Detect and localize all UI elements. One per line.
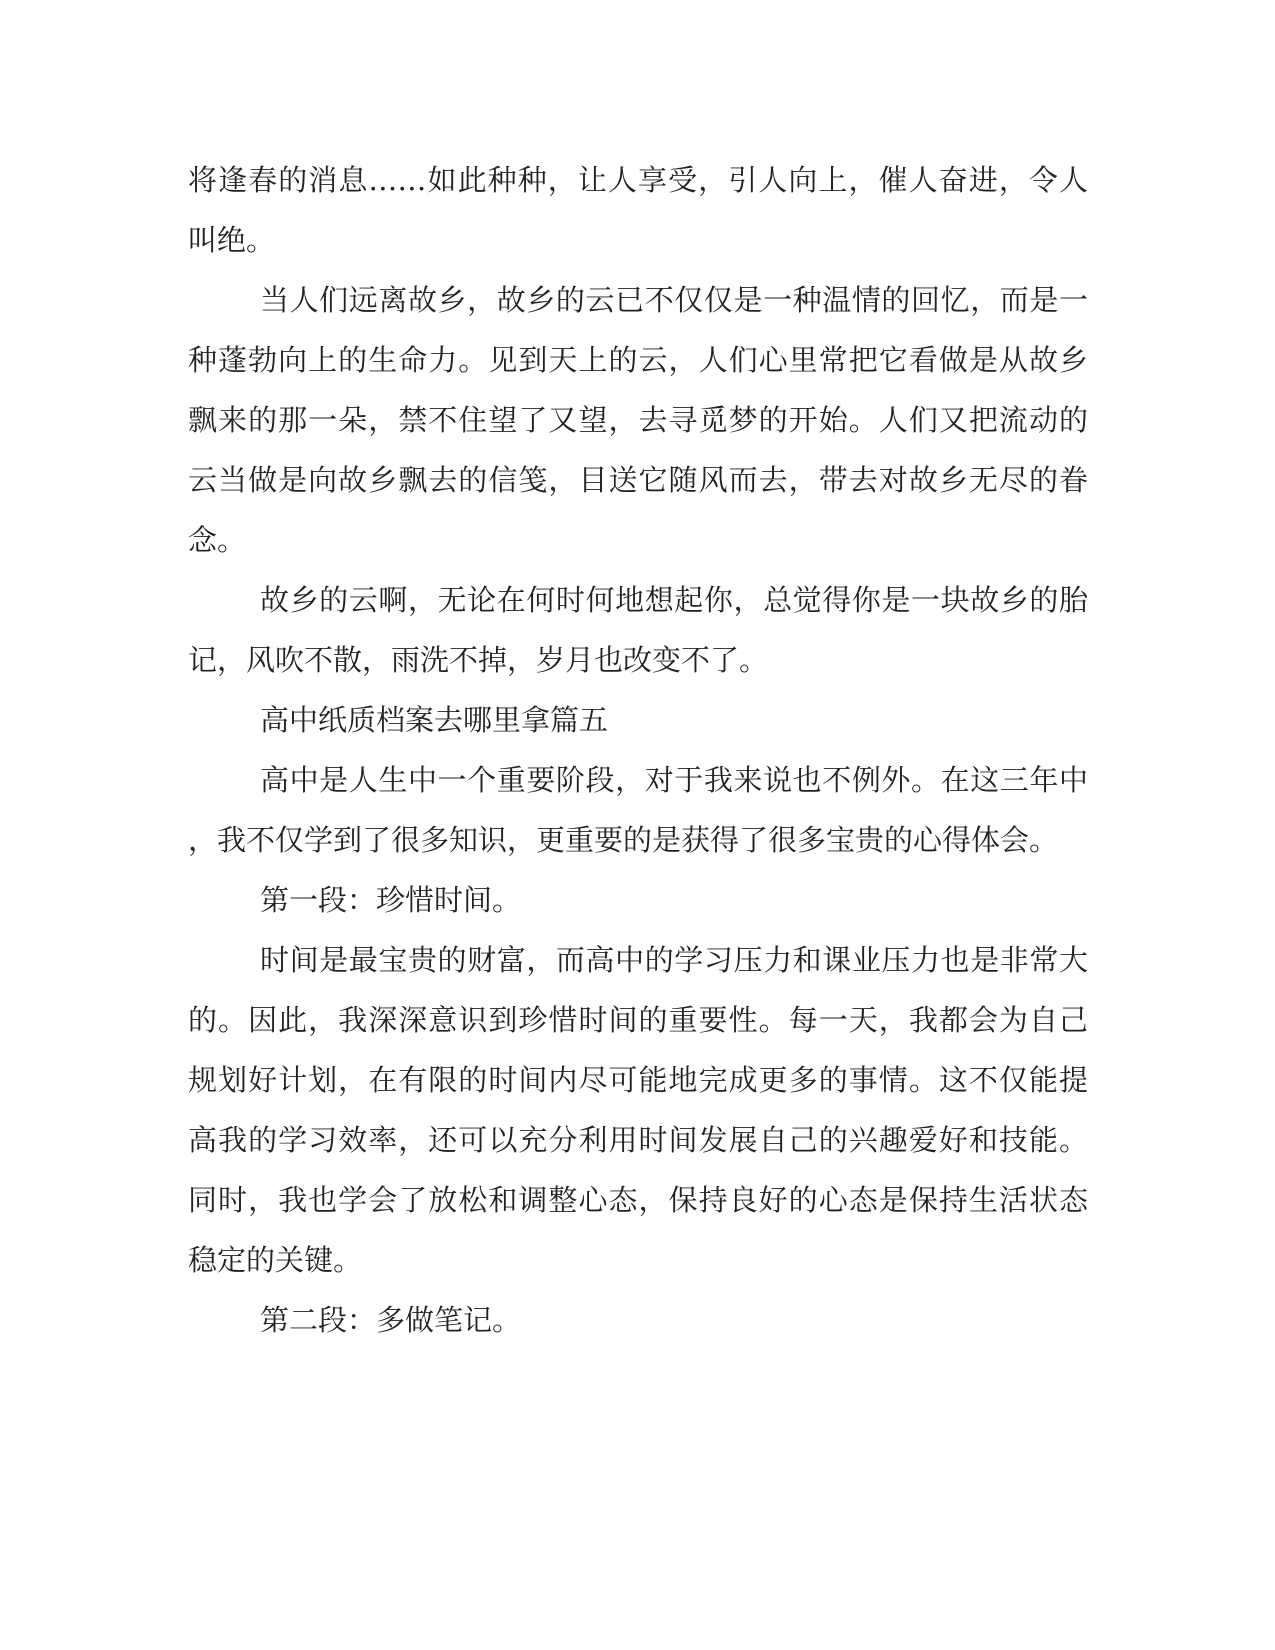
text-line: 同时，我也学会了放松和调整心态，保持良好的心态是保持生活状态: [188, 1183, 1088, 1217]
document-body: [188, 150, 1088, 1350]
section-heading-part-five: [188, 690, 1088, 750]
text-line: ，我不仅学到了很多知识，更重要的是获得了很多宝贵的心得体会。: [188, 823, 1059, 857]
paragraph-far-from-home: [188, 270, 1088, 570]
heading-line: 第二段：多做笔记。: [260, 1303, 522, 1337]
text-line: 记，风吹不散，雨洗不掉，岁月也改变不了。: [188, 643, 769, 677]
subheading-part-one: [188, 870, 1088, 930]
heading-line: 第一段：珍惜时间。: [260, 883, 522, 917]
text-line: 稳定的关键。: [188, 1243, 363, 1277]
text-line: 云当做是向故乡飘去的信笺，目送它随风而去，带去对故乡无尽的眷: [188, 463, 1088, 497]
text-line: 种蓬勃向上的生命力。见到天上的云，人们心里常把它看做是从故乡: [188, 343, 1088, 377]
text-line: 时间是最宝贵的财富，而高中的学习压力和课业压力也是非常大: [260, 943, 1088, 977]
text-line: 故乡的云啊，无论在何时何地想起你，总觉得你是一块故乡的胎: [260, 583, 1088, 617]
paragraph-high-school-intro: [188, 750, 1088, 870]
subheading-part-two: [188, 1290, 1088, 1350]
text-line: 规划好计划，在有限的时间内尽可能地完成更多的事情。这不仅能提: [188, 1063, 1088, 1097]
text-line: 飘来的那一朵，禁不住望了又望，去寻觅梦的开始。人们又把流动的: [188, 403, 1088, 437]
text-line: 叫绝。: [188, 223, 276, 257]
text-line: 将逢春的消息……如此种种，让人享受，引人向上，催人奋进，令人: [188, 163, 1088, 197]
paragraph-hometown-cloud: [188, 570, 1088, 690]
text-line: 高中是人生中一个重要阶段，对于我来说也不例外。在这三年中: [260, 763, 1088, 797]
text-line: 高我的学习效率，还可以充分利用时间发展自己的兴趣爱好和技能。: [188, 1123, 1088, 1157]
heading-line: 高中纸质档案去哪里拿篇五: [260, 703, 609, 737]
text-line: 当人们远离故乡，故乡的云已不仅仅是一种温情的回忆，而是一: [260, 283, 1088, 317]
text-line: 的。因此，我深深意识到珍惜时间的重要性。每一天，我都会为自己: [188, 1003, 1088, 1037]
paragraph-spring-news: [188, 150, 1088, 270]
paragraph-cherish-time: [188, 930, 1088, 1290]
text-line: 念。: [188, 523, 247, 557]
